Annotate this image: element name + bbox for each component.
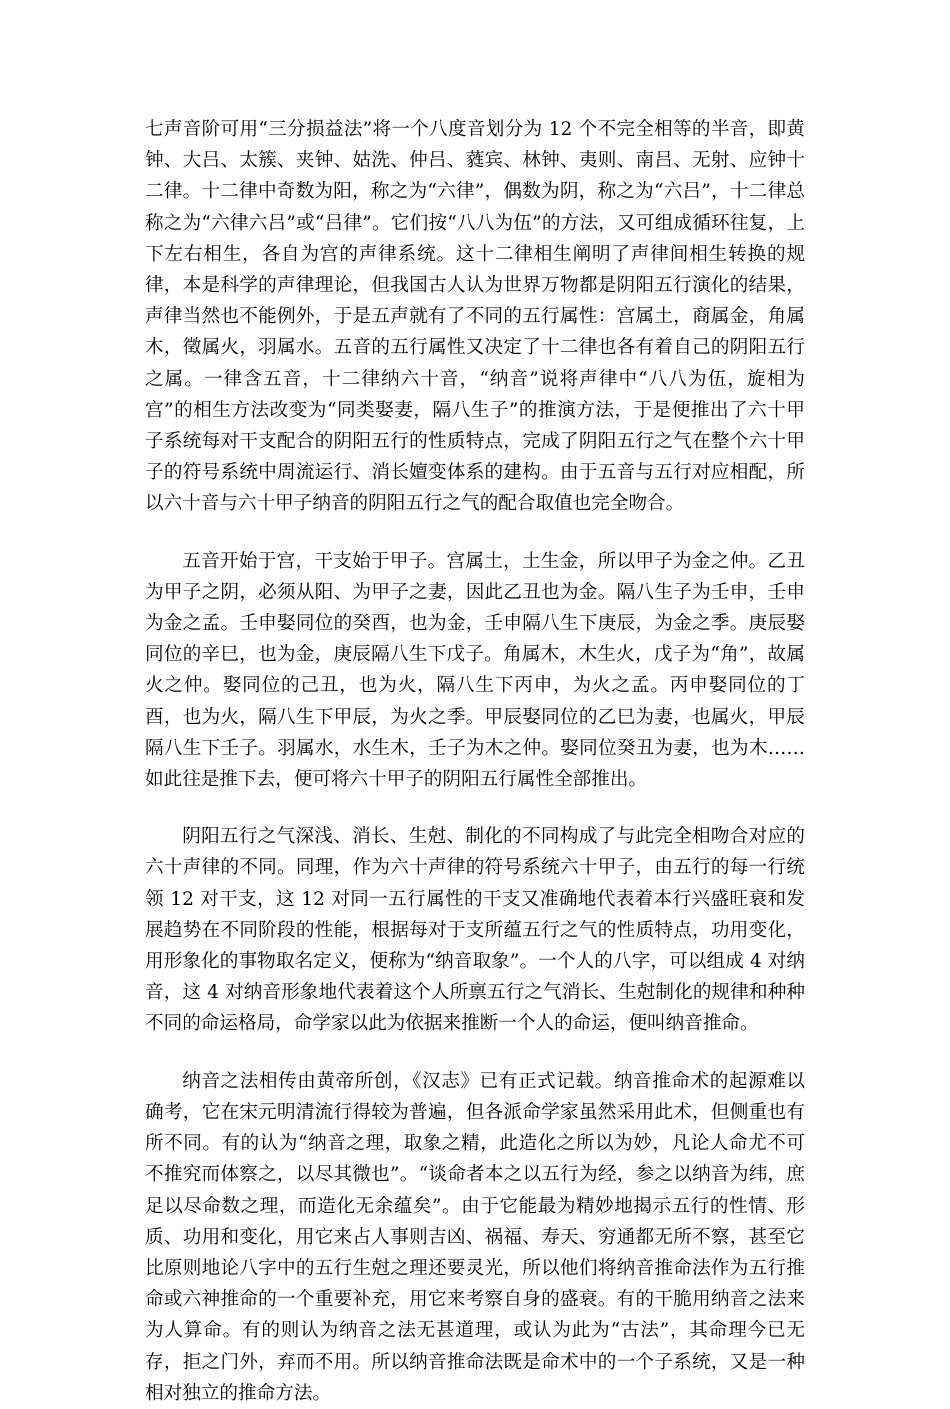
paragraph-five-tones-derivation: 五音开始于宫，干支始于甲子。宫属土，土生金，所以甲子为金之仲。乙丑为甲子之阴，必须从阳、为甲子之妻，因此乙丑也为金。隔八生子为壬申，壬申为金之孟。壬申娶同位的癸酉，也为金，壬申隔八生下庚辰，为金之季。庚辰娶同位的辛巳，也为金，庚辰隔八生下戊子。角属木，木生火，戊子为“角”，故属火之仲。娶同位的己丑，也为火，隔八生下丙申，为火之孟。丙申娶同位的丁酉，也为火，隔八生下甲辰，为火之季。甲辰娶同位的乙巳为妻，也属火，甲辰隔八生下壬子。羽属水，水生木，壬子为木之仲。娶同位癸丑为妻，也为木……如此往是推下去，便可将六十甲子的阴阳五行属性全部推出。	[145, 550, 805, 791]
paragraph-nayin-history: 纳音之法相传由黄帝所创，《汉志》已有正式记载。纳音推命术的起源难以确考，它在宋元明清流行得较为普遍，但各派命学家虽然采用此术，但侧重也有所不同。有的认为“纳音之理，取象之精，此造化之所以为妙，凡论人命尤不可不推究而体察之，以尽其微也”。“谈命者本之以五行为经，参之以纳音为纬，庶足以尽命数之理，而造化无余蕴矣”。由于它能最为精妙地揭示五行的性情、形质、功用和变化，用它来占人事则吉凶、祸福、寿天、穷通都无所不察，甚至它比原则地论八字中的五行生尅之理还要灵光，所以他们将纳音推命法作为五行推命或六神推命的一个重要补充，用它来考察自身的盛衰。有的干脆用纳音之法来为人算命。有的则认为纳音之法无甚道理，或认为此为“古法”，其命理今已无存，拒之门外，弃而不用。所以纳音推命法既是命术中的一个子系统，又是一种相对独立的推命方法。	[145, 1070, 805, 1404]
paragraph-twelve-tones: 七声音阶可用“三分损益法”将一个八度音划分为 12 个不完全相等的半音，即黄钟、大吕、太簇、夹钟、姑洗、仲吕、蕤宾、林钟、夷则、南吕、无射、应钟十二律。十二律中奇数为阳，称之为“六律”，偶数为阴，称之为“六吕”，十二律总称之为“六律六吕”或“吕律”。它们按“八八为伍”的方法，又可组成循环往复，上下左右相生，各自为宫的声律系统。这十二律相生阐明了声律间相生转换的规律，本是科学的声律理论，但我国古人认为世界万物都是阴阳五行演化的结果，声律当然也不能例外，于是五声就有了不同的五行属性：宫属土，商属金，角属木，徵属火，羽属水。五音的五行属性又决定了十二律也各有着自己的阴阳五行之属。一律含五音，十二律纳六十音，“纳音”说将声律中“八八为伍，旋相为宫”的相生方法改变为“同类娶妻，隔八生子”的推演方法，于是便推出了六十甲子系统每对干支配合的阴阳五行的性质特点，完成了阴阳五行之气在整个六十甲子的符号系统中周流运行、消长嬗变体系的建构。由于五音与五行对应相配，所以六十音与六十甲子纳音的阴阳五行之气的配合取值也完全吻合。	[145, 119, 805, 515]
document-page	[145, 114, 805, 1409]
paragraph-nayin-imagery: 阴阳五行之气深浅、消长、生尅、制化的不同构成了与此完全相吻合对应的六十声律的不同。同理，作为六十声律的符号系统六十甲子，由五行的每一行统领 12 对干支，这 12 对同一五行属性的干支又准确地代表着本行兴盛旺衰和发展趋势在不同阶段的性能，根据每对于支所蕴五行之气的性质特点，功用变化，用形象化的事物取名定义，便称为“纳音取象”。一个人的八字，可以组成 4 对纳音，这 4 对纳音形象地代表着这个人所禀五行之气消长、生尅制化的规律和种种不同的命运格局，命学家以此为依据来推断一个人的命运，便叫纳音推命。	[145, 826, 805, 1035]
